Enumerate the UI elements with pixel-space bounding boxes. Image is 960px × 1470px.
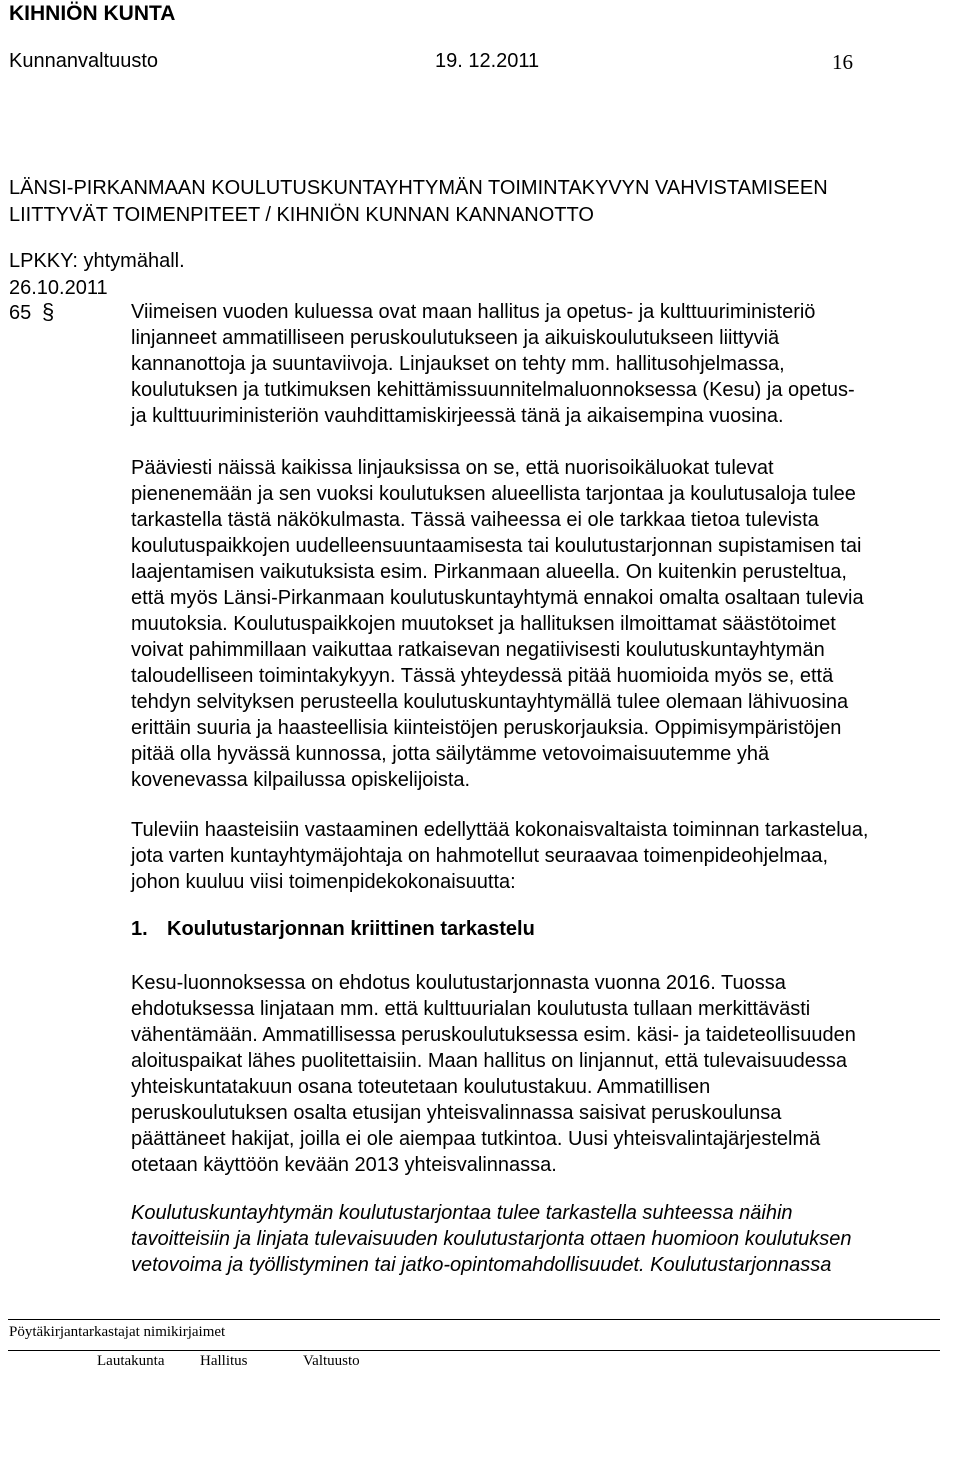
text-line: taloudelliseen toimintakykyyn. Tässä yhteydessä pitää huomioida myös se, että: [131, 665, 834, 687]
text-line: että myös Länsi-Pirkanmaan koulutuskuntayhtymä ennakoi omalta osaltaan tulevia: [131, 587, 864, 609]
reference: [9, 248, 185, 302]
text-line: kovenevassa kilpailussa opiskelijoista.: [131, 769, 471, 791]
text-line: voivat pahimmillaan vaikuttaa ratkaisevan negatiivisesti koulutuskuntayhtymän: [131, 639, 825, 661]
document-title: [9, 175, 828, 229]
text-line: otetaan käyttöön kevään 2013 yhteisvalinnassa.: [131, 1154, 557, 1176]
footer-rule-bottom: [8, 1350, 940, 1351]
text-line: laajentamisen vaikutuksista esim. Pirkanmaan alueella. On kuitenkin perusteltua,: [131, 561, 847, 583]
meeting-date: 19. 12.2011: [435, 50, 540, 72]
paragraph-4: [131, 970, 956, 1178]
text-line: vetovoima ja työllistyminen tai jatko-opintomahdollisuudet. Koulutustarjonnassa: [131, 1254, 832, 1276]
text-line: päättäneet hakijat, joilla ei ole aiempaa tutkintoa. Uusi yhteisvalintajärjestelmä: [131, 1128, 821, 1150]
reference-line: 26.10.2011: [9, 277, 108, 299]
paragraph-italic: [131, 1200, 956, 1278]
paragraph-2: [131, 455, 956, 793]
text-line: muutoksia. Koulutuspaikkojen muutokset ja hallituksen ilmoittamat säästötoimet: [131, 613, 836, 635]
section-number: 65: [9, 302, 32, 324]
text-line: Viimeisen vuoden kuluessa ovat maan hallitus ja opetus- ja kulttuuriministeriö: [131, 301, 816, 323]
subheading-number: 1.: [131, 918, 148, 940]
text-line: linjanneet ammatilliseen peruskoulutukseen ja aikuiskoulutukseen liittyviä: [131, 327, 780, 349]
text-line: tarkastella tästä näkökulmasta. Tässä vaiheessa ei ole tarkkaa tietoa tulevista: [131, 509, 819, 531]
text-line: johon kuuluu viisi toimenpidekokonaisuutta:: [131, 871, 516, 893]
title-line: LIITTYVÄT TOIMENPITEET / KIHNIÖN KUNNAN KANNANOTTO: [9, 204, 594, 226]
text-line: Kesu-luonnoksessa on ehdotus koulutustarjonnasta vuonna 2016. Tuossa: [131, 972, 786, 994]
text-line: tehdyn selvityksen perusteella koulutuskuntayhtymällä tulee olemaan lähivuosina: [131, 691, 849, 713]
footer-item-valtuusto: Valtuusto: [303, 1353, 360, 1369]
text-line: yhteiskuntatakuun osana toteutetaan koulutustakuu. Ammatillisen: [131, 1076, 711, 1098]
municipality-name: KIHNIÖN KUNTA: [9, 2, 176, 25]
meeting-name: Kunnanvaltuusto: [9, 50, 159, 72]
page-number: 16: [832, 50, 853, 74]
section-sign: §: [42, 299, 55, 324]
text-line: erittäin suuria ja haasteellisia kiinteistöjen peruskorjauksia. Oppimisympäristöjen: [131, 717, 842, 739]
text-line: aloituspaikat lähes puolitettaisiin. Maan hallitus on linjannut, että tulevaisuudessa: [131, 1050, 848, 1072]
text-line: Pääviesti näissä kaikissa linjauksissa on se, että nuorisoikäluokat tulevat: [131, 457, 774, 479]
text-line: tavoitteisiin ja linjata tulevaisuuden koulutustarjonta ottaen huomioon koulutuksen: [131, 1228, 852, 1250]
title-line: LÄNSI-PIRKANMAAN KOULUTUSKUNTAYHTYMÄN TOIMINTAKYVYN VAHVISTAMISEEN: [9, 177, 828, 199]
text-line: Koulutuskuntayhtymän koulutustarjontaa tulee tarkastella suhteessa näihin: [131, 1202, 793, 1224]
text-line: ja kulttuuriministeriön vauhdittamiskirjeessä tänä ja aikaisempina vuosina.: [131, 405, 784, 427]
paragraph-3: [131, 817, 956, 895]
footer-item-lautakunta: Lautakunta: [97, 1353, 165, 1369]
reference-line: LPKKY: yhtymähall.: [9, 250, 185, 272]
text-line: koulutuspaikkojen uudelleensuuntaamisesta tai koulutustarjonnan supistamisen tai: [131, 535, 862, 557]
text-line: Tuleviin haasteisiin vastaaminen edellyttää kokonaisvaltaista toiminnan tarkastelua,: [131, 819, 869, 841]
text-line: kannanottoja ja suuntaviivoja. Linjaukset on tehty mm. hallitusohjelmassa,: [131, 353, 785, 375]
text-line: pitää olla hyvässä kunnossa, jotta säilytämme vetovoimaisuutemme yhä: [131, 743, 770, 765]
subheading-text: Koulutustarjonnan kriittinen tarkastelu: [167, 918, 535, 940]
subheading: [131, 918, 535, 941]
text-line: peruskoulutuksen osalta etusijan yhteisvalinnassa saisivat peruskoulunsa: [131, 1102, 782, 1124]
footer-item-hallitus: Hallitus: [200, 1353, 248, 1369]
text-line: koulutuksen ja tutkimuksen kehittämissuunnitelmaluonnoksessa (Kesu) ja opetus-: [131, 379, 855, 401]
footer-title: Pöytäkirjantarkastajat nimikirjaimet: [9, 1324, 226, 1340]
text-line: ehdotuksessa linjataan mm. että kulttuurialan koulutusta tullaan merkittävästi: [131, 998, 811, 1020]
text-line: pienenemään ja sen vuoksi koulutuksen alueellista tarjontaa ja koulutusaloja tulee: [131, 483, 856, 505]
footer-rule-top: [8, 1319, 940, 1320]
text-line: vähentämään. Ammatillisessa peruskoulutuksessa esim. käsi- ja taideteollisuuden: [131, 1024, 856, 1046]
paragraph-1: [131, 299, 956, 429]
text-line: jota varten kuntayhtymäjohtaja on hahmotellut seuraavaa toimenpideohjelmaa,: [131, 845, 829, 867]
